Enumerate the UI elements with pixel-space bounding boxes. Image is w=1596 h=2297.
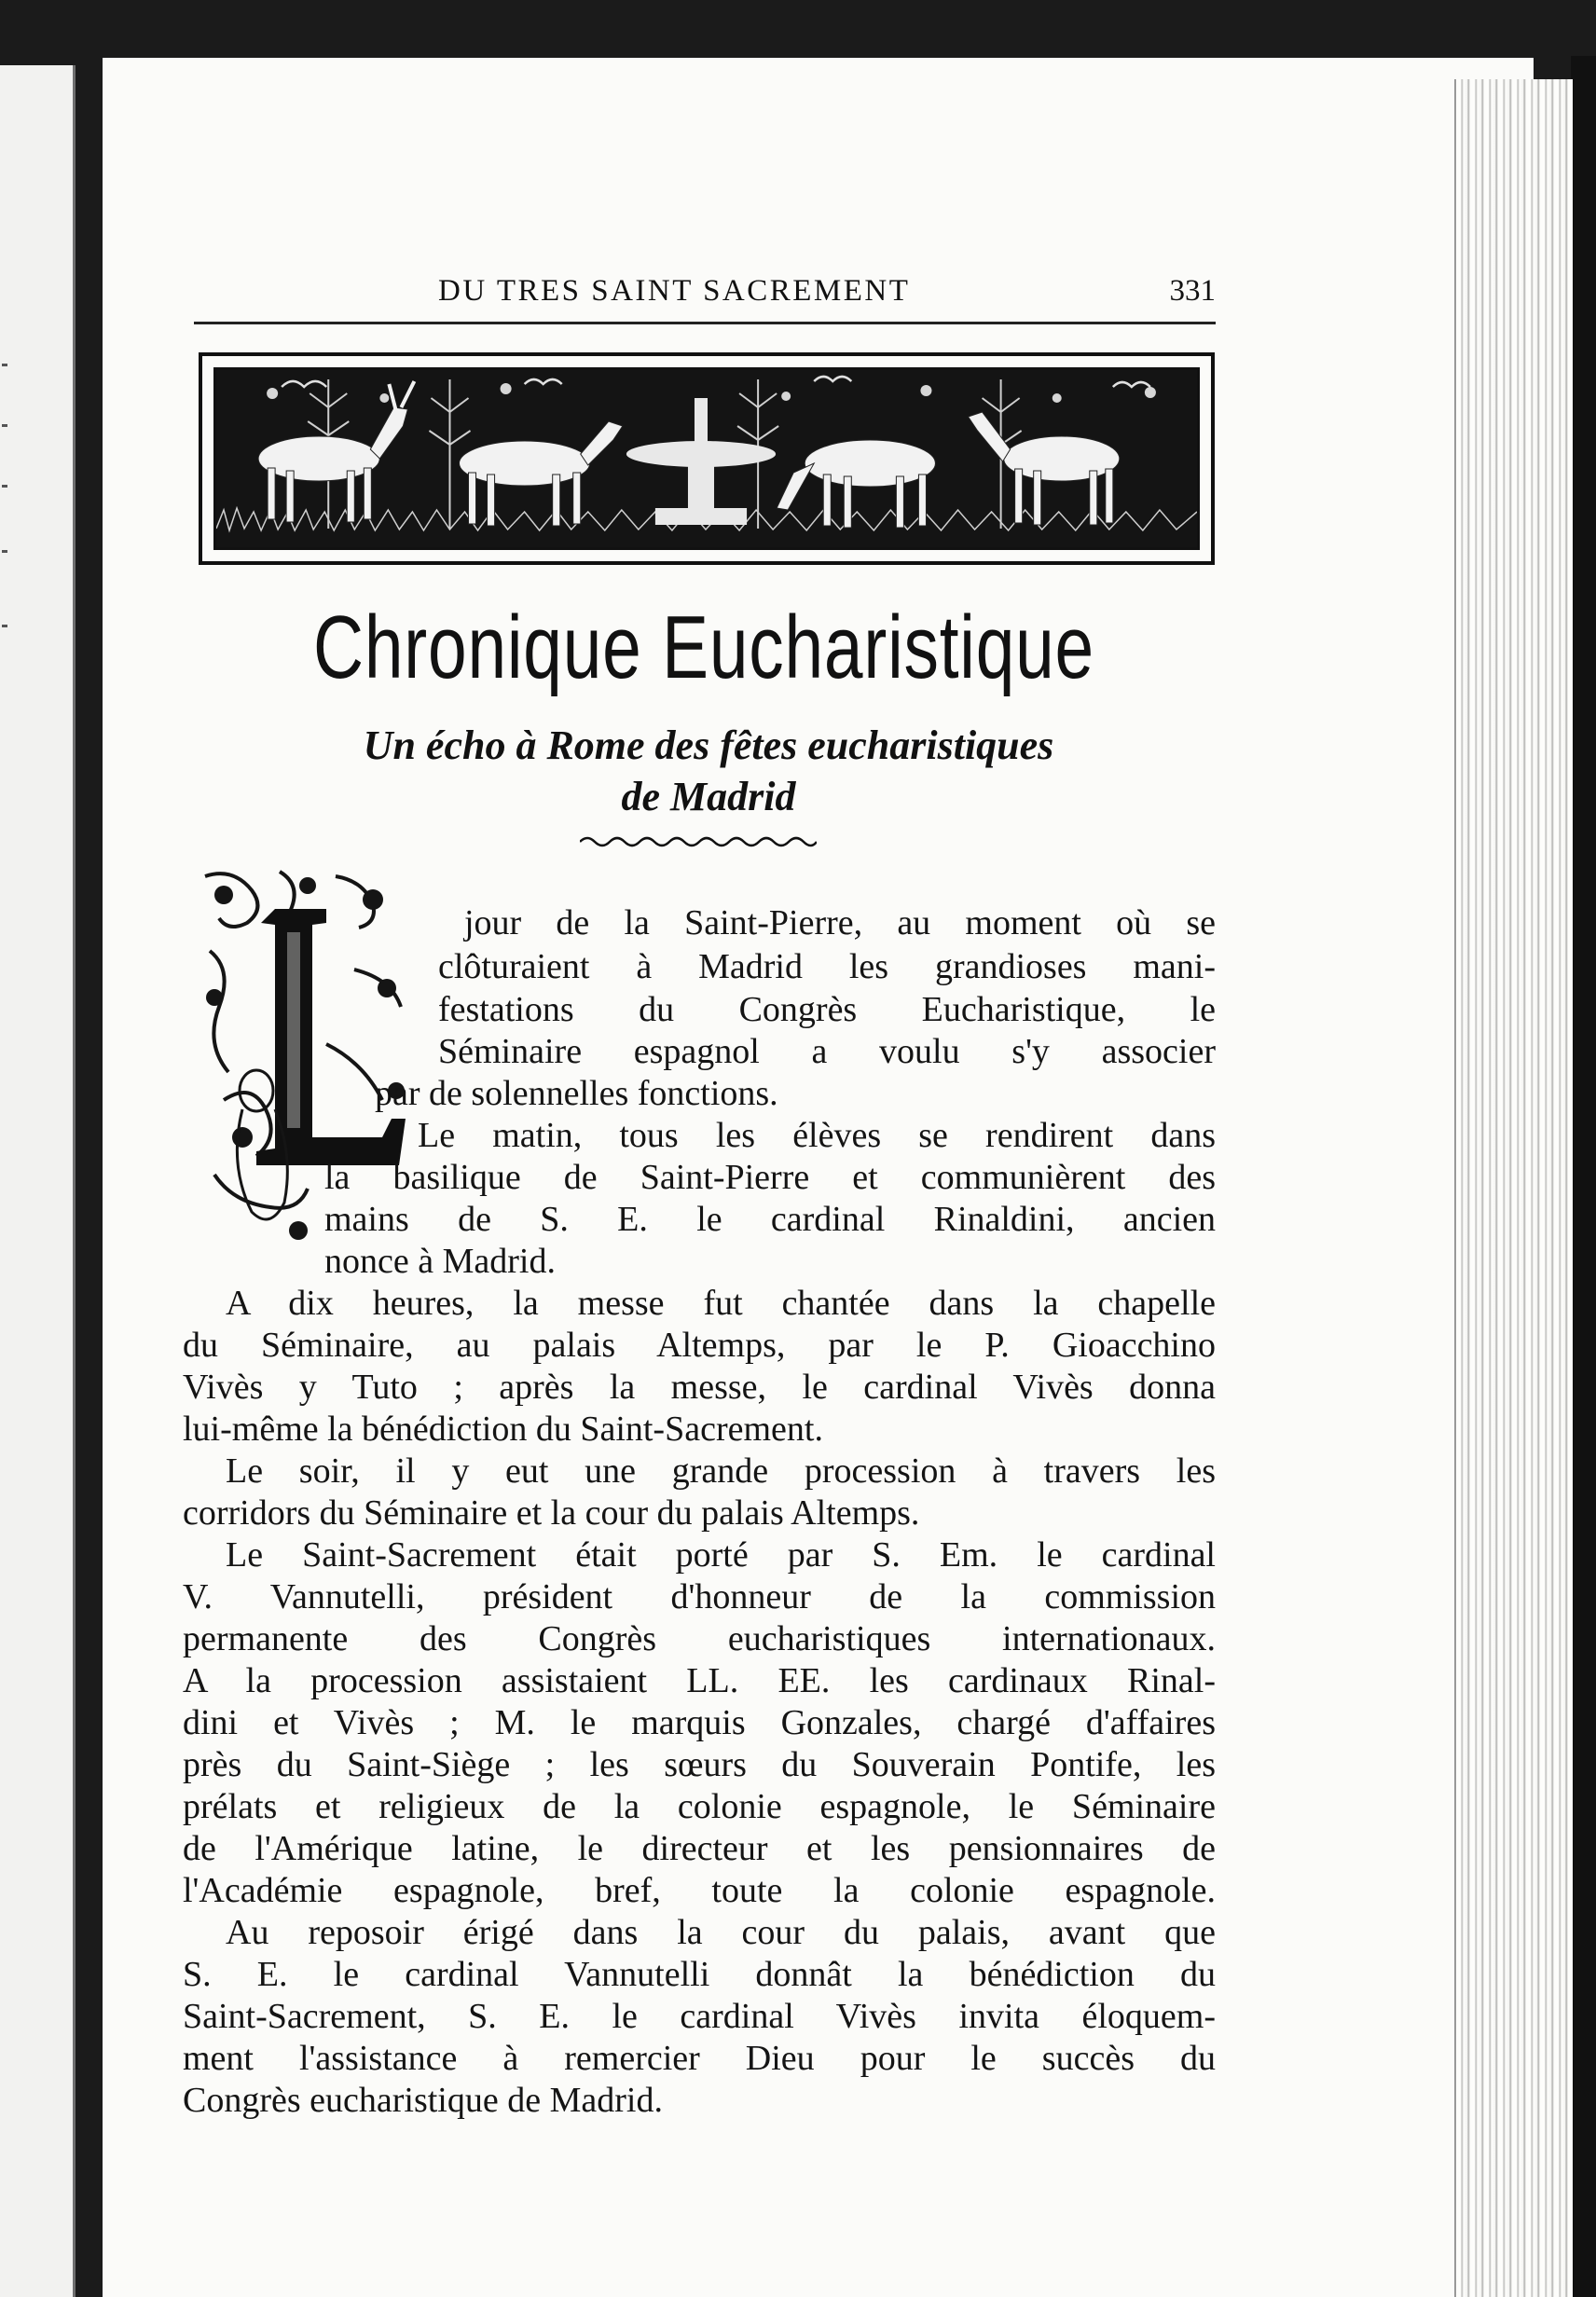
body-line-28: ment l'assistance à remercier Dieu pour le succès du bbox=[183, 2039, 1216, 2078]
deer-fountain-banner-icon bbox=[199, 352, 1215, 565]
body-line-10: A dix heures, la messe fut chantée dans la chapelle bbox=[226, 1284, 1216, 1323]
body-line-5: par de solennelles fonctions. bbox=[375, 1074, 778, 1113]
body-line-3: festations du Congrès Eucharistique, le bbox=[438, 990, 1216, 1029]
body-line-22: prélats et religieux de la colonie espagnole, le Séminaire bbox=[183, 1787, 1216, 1826]
body-line-13: lui-même la bénédiction du Saint-Sacrement. bbox=[183, 1410, 823, 1449]
body-line-14: Le soir, il y eut une grande procession à travers les bbox=[226, 1451, 1216, 1491]
body-line-2: clôturaient à Madrid les grandioses mani- bbox=[438, 947, 1216, 986]
running-head-title: DU TRES SAINT SACREMENT bbox=[438, 274, 911, 308]
body-line-25: Au reposoir érigé dans la cour du palais, avant que bbox=[226, 1913, 1216, 1952]
body-line-23: de l'Amérique latine, le directeur et les pensionnaires de bbox=[183, 1829, 1216, 1868]
body-line-12: Vivès y Tuto ; après la messe, le cardinal Vivès donna bbox=[183, 1368, 1216, 1407]
body-line-8: mains de S. E. le cardinal Rinaldini, ancien bbox=[324, 1200, 1216, 1239]
body-line-18: permanente des Congrès eucharistiques internationaux. bbox=[183, 1619, 1216, 1658]
body-line-29: Congrès eucharistique de Madrid. bbox=[183, 2081, 663, 2120]
book-binding-shadow bbox=[1571, 56, 1596, 2297]
page-number: 331 bbox=[1169, 274, 1216, 308]
subtitle-line-1: Un écho à Rome des fêtes eucharistiques bbox=[363, 722, 1054, 768]
body-line-20: dini et Vivès ; M. le marquis Gonzales, chargé d'affaires bbox=[183, 1703, 1216, 1742]
body-line-1: jour de la Saint-Pierre, au moment où se bbox=[464, 903, 1216, 942]
article-title: Chronique Eucharistique bbox=[313, 598, 1094, 697]
running-head bbox=[194, 270, 1216, 317]
body-line-21: près du Saint-Siège ; les sœurs du Souverain Pontife, les bbox=[183, 1745, 1216, 1784]
body-line-16: Le Saint-Sacrement était porté par S. Em. le cardinal bbox=[226, 1535, 1216, 1575]
body-line-6: Le matin, tous les élèves se rendirent dans bbox=[418, 1116, 1216, 1155]
body-line-7: la basilique de Saint-Pierre et communièrent des bbox=[324, 1158, 1216, 1197]
subtitle-line-2: de Madrid bbox=[621, 774, 796, 819]
body-line-11: du Séminaire, au palais Altemps, par le P. Gioacchino bbox=[183, 1326, 1216, 1365]
article-subtitle bbox=[224, 720, 1193, 822]
body-line-19: A la procession assistaient LL. EE. les cardinaux Rinal- bbox=[183, 1661, 1216, 1700]
wavy-ornament-icon bbox=[580, 834, 817, 849]
body-line-17: V. Vannutelli, président d'honneur de la commission bbox=[183, 1577, 1216, 1616]
body-line-26: S. E. le cardinal Vannutelli donnât la bénédiction du bbox=[183, 1955, 1216, 1994]
facing-page-edge bbox=[0, 65, 76, 2297]
body-line-24: l'Académie espagnole, bref, toute la colonie espagnole. bbox=[183, 1871, 1216, 1910]
body-line-4: Séminaire espagnol a voulu s'y associer bbox=[438, 1032, 1216, 1071]
page-stack-edges bbox=[1454, 79, 1573, 2297]
body-line-15: corridors du Séminaire et la cour du palais Altemps. bbox=[183, 1493, 920, 1533]
header-rule bbox=[194, 322, 1216, 324]
body-line-27: Saint-Sacrement, S. E. le cardinal Vivès invita éloquem- bbox=[183, 1997, 1216, 2036]
body-line-9: nonce à Madrid. bbox=[324, 1242, 556, 1281]
